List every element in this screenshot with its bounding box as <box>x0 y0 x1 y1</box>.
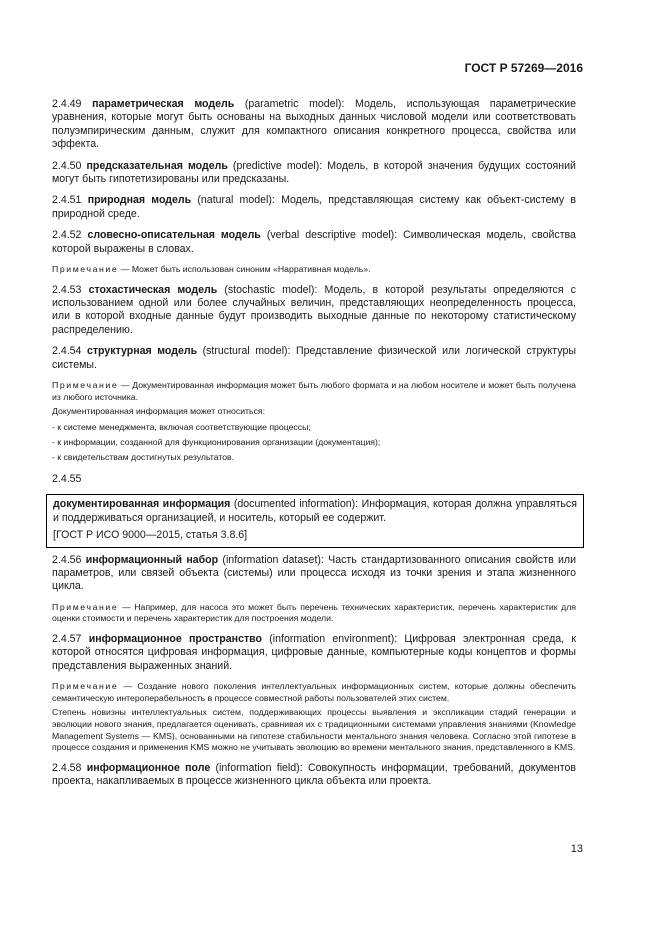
note-intro: Документированная информация может относиться: <box>52 406 266 417</box>
term-entry: документированная информация (documented information): Информация, которая должна управляться и поддерживаться организацией, и носитель, который ее содержит. <box>53 498 577 524</box>
note: Примечание — Документированная информация может быть любого формата и на любом носителе и может быть получена из любого источника. <box>52 380 576 402</box>
term-number: 2.4.55 <box>52 472 82 485</box>
term-entry: 2.4.50 предсказательная модель (predictive model): Модель, в которой значения будущих состояний могут быть гипотетизированы или предсказаны. <box>52 159 576 186</box>
term-entry: 2.4.49 параметрическая модель (parametric model): Модель, использующая параметрические уравнения, которые могут быть основаны на выходных данных числовой модели или соответствовать полуэмпирическим данным, служит для компактного описания конкретного процесса, свойства или эффекта. <box>52 98 576 151</box>
term-entry: 2.4.54 структурная модель (structural model): Представление физической или логической структуры системы. <box>52 345 576 371</box>
note: Примечание — Создание нового поколения интеллектуальных информационных систем, которые должны обеспечить семантическую интероперабельность в процессе совместной работы пользователей этих систем. <box>52 681 577 703</box>
document-body <box>52 98 576 797</box>
boxed-definition <box>46 494 584 547</box>
term-entry: 2.4.51 природная модель (natural model): Модель, представляющая систему как объект-систему в природной среде. <box>52 194 576 220</box>
term-entry: 2.4.57 информационное пространство (information environment): Цифровая электронная среда, к которой относятся цифровая информация, цифровые данные, компьютерные коды концептов и формы представления выраженных знаний. <box>52 632 576 672</box>
term-entry: 2.4.56 информационный набор (information dataset): Часть стандартизованного описания свойств или параметров, или связей объекта (системы) или процесса исходя из точки зрения и этапа жизненного цикла. <box>52 553 577 593</box>
list-item: - к системе менеджмента, включая соответствующие процессы; <box>52 421 311 432</box>
note: Примечание — Может быть использован синоним «Нарративная модель». <box>52 264 371 275</box>
document-id: ГОСТ Р 57269—2016 <box>464 61 583 75</box>
note: Примечание — Например, для насоса это может быть перечень технических характеристик, перечень характеристик для оценки стоимости и перечень характеристик для построения модели. <box>52 601 577 624</box>
note-extra: Степень новизны интеллектуальных систем, поддерживающих процессы выявления и экспликации стадий генерации и эволюции нового знания, предлагается оценивать, сравнивая их с традиционными системами управления знаниями (Knowledge Management Systems — KMS), основанными на гипотезе стабильности ментального знания человека. Согласно этой гипотезе в процессе создания и применения KMS можно не учитывать эволюцию во времени ментального знания, представленного в KMS. <box>52 707 576 753</box>
term-entry: 2.4.58 информационное поле (information field): Совокупность информации, требований, документов проекта, накапливаемых в процессе жизненного цикла объекта или проекта. <box>52 761 577 788</box>
term-entry: 2.4.52 словесно-описательная модель (verbal descriptive model): Символическая модель, свойства которой выражены в словах. <box>52 229 576 255</box>
page-number: 13 <box>570 843 583 855</box>
source-reference: [ГОСТ Р ИСО 9000—2015, статья 3.8.6] <box>53 529 248 542</box>
list-item: - к информации, созданной для функционирования организации (документация); <box>52 436 381 447</box>
list-item: - к свидетельствам достигнутых результатов. <box>52 451 235 462</box>
term-entry: 2.4.53 стохастическая модель (stochastic model): Модель, в которой результаты определяются с использованием одной или более случайных величин, представляющих неопределенность процесса, или в которой входные данные будут производить выходные данные по некоторому статистическому распределению. <box>52 283 576 336</box>
